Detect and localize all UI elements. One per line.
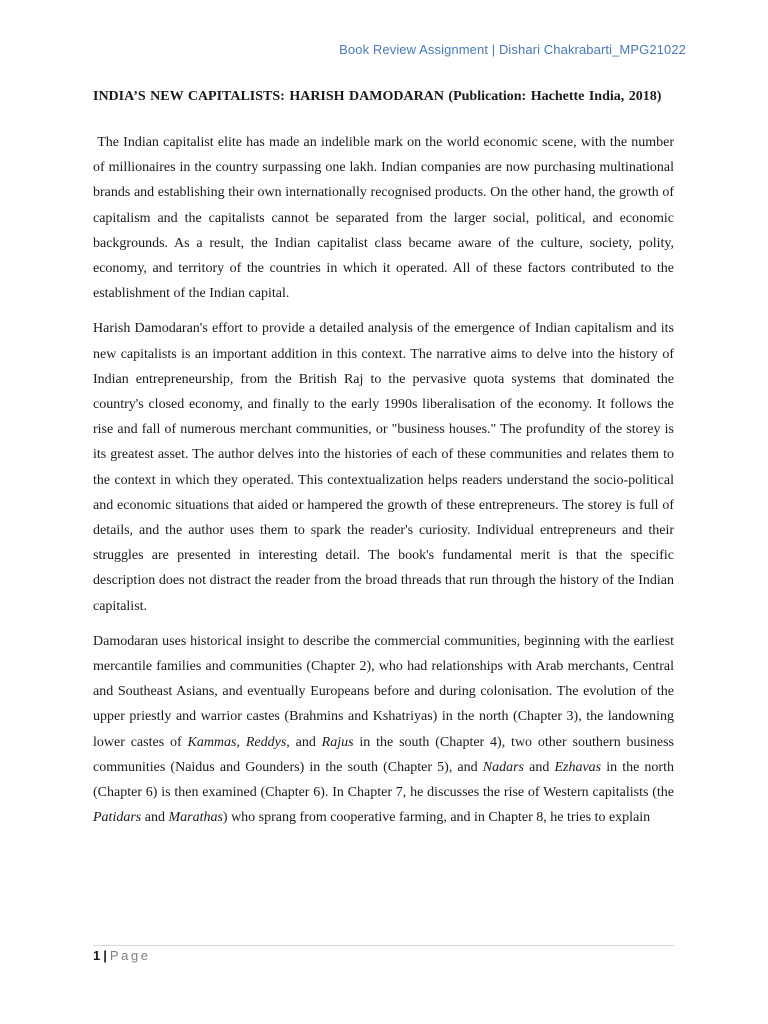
page-number: 1 <box>93 948 101 963</box>
page-footer <box>93 948 151 963</box>
paragraph-2: Harish Damodaran's effort to provide a detailed analysis of the emergence of Indian capitalism and its new capitalists is an important addition in this context. The narrative aims to delve into the history of Indian entrepreneurship, from the British Raj to the pervasive quota systems that dominated the country's closed economy, and finally to the early 1990s liberalisation of the economy. It follows the rise and fall of numerous merchant communities, or "business houses." The profundity of the storey is its greatest asset. The author delves into the histories of each of these communities and relates them to the context in which they operated. This contextualization helps readers understand the socio-political and economic situations that aided or hampered the growth of these entrepreneurs. The storey is full of details, and the author uses them to spark the reader's curiosity. Individual entrepreneurs and their struggles are presented in interesting detail. The book's fundamental merit is that the specific description does not distract the reader from the broad threads that run through the history of the Indian capitalist. <box>93 321 674 614</box>
paragraph-3-text: and <box>141 810 169 826</box>
italic-term: Rajus <box>321 734 354 750</box>
italic-term: Nadars <box>482 759 524 775</box>
paragraph-3-text: in the south (Chapter 4), two other southern business communities (Naidus and Gounders) in the south (Chapter 5), and <box>93 734 675 775</box>
paragraph-3-text: ) who sprang from cooperative farming, and in Chapter 8, he tries to explain <box>222 810 651 826</box>
paragraph-3-text: in the north (Chapter 6) is then examined (Chapter 6). In Chapter 7, he discusses the rise of Western capitalists (the <box>93 759 674 801</box>
document-title: INDIA’S NEW CAPITALISTS: HARISH DAMODARAN (Publication: Hachette India, 2018) <box>93 89 662 104</box>
italic-term: Ezhavas <box>554 759 602 775</box>
paragraph-3-text: and <box>524 759 555 775</box>
italic-term: Kammas <box>187 734 237 750</box>
footer-divider <box>93 945 674 946</box>
paragraph-3-text: Damodaran uses historical insight to describe the commercial communities, beginning with the earliest mercantile families and communities (Chapter 2), who had relationships with Arab merchants, Central and Southeast Asians, and eventually Europeans before and during colonisation. The evolution of the upper priestly and warrior castes (Brahmins and Kshatriyas) in the north (Chapter 3), the landowning lower castes of <box>93 633 674 750</box>
italic-term: Reddys <box>245 734 287 750</box>
paragraph-1: The Indian capitalist elite has made an indelible mark on the world economic scene, with the number of millionaires in the country surpassing one lakh. Indian companies are now purchasing multinational brands and establishing their own internationally recognised products. On the other hand, the growth of capitalism and the capitalists cannot be separated from the larger social, political, and economic backgrounds. As a result, the Indian capitalist class became aware of the culture, society, polity, economy, and territory of the countries in which it operated. All of these factors contributed to the establishment of the Indian capital. <box>93 135 678 302</box>
paragraph-3 <box>93 629 674 831</box>
italic-term: Patidars <box>93 810 142 826</box>
document-body <box>93 84 678 840</box>
running-header: Book Review Assignment | Dishari Chakrabarti_MPG21022 <box>339 42 686 57</box>
paragraph-3-text: , and <box>286 734 322 750</box>
paragraph-3-text: , <box>236 734 246 750</box>
italic-term: Marathas <box>168 810 223 826</box>
page-label: Page <box>109 948 151 963</box>
page-separator: | <box>103 948 107 963</box>
